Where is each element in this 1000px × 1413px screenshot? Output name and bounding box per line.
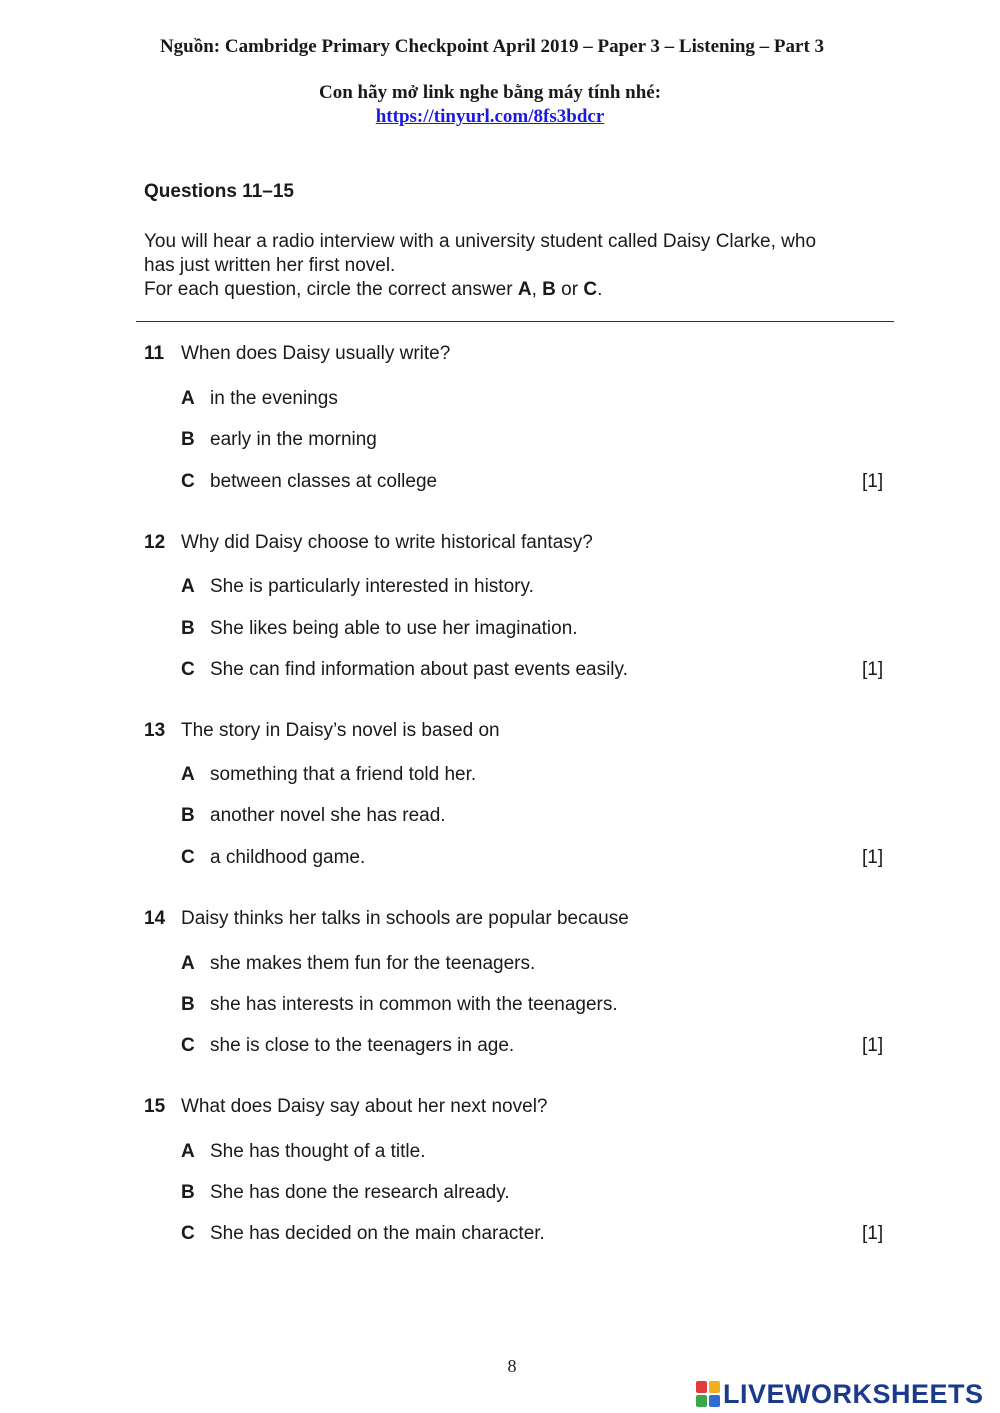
question-15 <box>0 1096 1000 1256</box>
option-letter-c[interactable]: C <box>181 659 195 680</box>
option-letter-a[interactable]: A <box>181 764 195 785</box>
instruction-letter-c: C <box>583 279 598 300</box>
answer-instruction <box>144 278 884 302</box>
question-14 <box>0 908 1000 1068</box>
question-number: 13 <box>144 720 166 741</box>
question-11 <box>0 343 1000 503</box>
question-text: What does Daisy say about her next novel? <box>181 1096 548 1117</box>
option-letter-b[interactable]: B <box>181 618 195 639</box>
option-b[interactable]: She likes being able to use her imagination. <box>210 618 578 639</box>
audio-link[interactable]: https://tinyurl.com/8fs3bdcr <box>375 106 605 127</box>
option-letter-a[interactable]: A <box>181 388 195 409</box>
question-number: 14 <box>144 908 166 929</box>
instruction-letter-b: B <box>542 279 556 300</box>
mark-value: [1] <box>862 1035 884 1056</box>
option-letter-c[interactable]: C <box>181 1223 195 1244</box>
mark-value: [1] <box>862 847 884 868</box>
instruction-or: or <box>555 279 584 300</box>
question-13 <box>0 720 1000 880</box>
listen-instruction: Con hãy mở link nghe bằng máy tính nhé: <box>318 82 662 103</box>
option-c[interactable]: She can find information about past events easily. <box>210 659 628 680</box>
option-c[interactable]: a childhood game. <box>210 847 366 868</box>
intro-line-2: has just written her first novel. <box>144 255 396 276</box>
section-intro <box>144 230 884 302</box>
page-number: 8 <box>507 1356 517 1376</box>
question-text: Daisy thinks her talks in schools are popular because <box>181 908 629 929</box>
question-number: 11 <box>144 343 165 364</box>
option-letter-b[interactable]: B <box>181 805 195 826</box>
option-c[interactable]: She has decided on the main character. <box>210 1223 545 1244</box>
question-number: 12 <box>144 532 166 553</box>
source-line: Nguồn: Cambridge Primary Checkpoint April 2019 – Paper 3 – Listening – Part 3 <box>159 36 825 57</box>
logo-square <box>696 1395 707 1407</box>
questions-heading: Questions 11–15 <box>144 181 294 202</box>
option-b[interactable]: she has interests in common with the teenagers. <box>210 994 618 1015</box>
logo-square <box>696 1381 707 1393</box>
section-divider <box>136 321 894 322</box>
option-a[interactable]: She has thought of a title. <box>210 1141 426 1162</box>
question-text: The story in Daisy’s novel is based on <box>181 720 500 741</box>
option-letter-a[interactable]: A <box>181 576 195 597</box>
instruction-letter-a: A <box>517 279 532 300</box>
option-b[interactable]: another novel she has read. <box>210 805 446 826</box>
question-number: 15 <box>144 1096 166 1117</box>
instruction-end: . <box>597 279 603 300</box>
mark-value: [1] <box>862 1223 884 1244</box>
logo-square <box>709 1381 720 1393</box>
option-letter-b[interactable]: B <box>181 1182 195 1203</box>
option-letter-c[interactable]: C <box>181 847 195 868</box>
option-letter-c[interactable]: C <box>181 471 195 492</box>
mark-value: [1] <box>862 471 884 492</box>
instruction-text: For each question, circle the correct answer <box>144 279 518 300</box>
mark-value: [1] <box>862 659 884 680</box>
intro-line-1: You will hear a radio interview with a university student called Daisy Clarke, who <box>144 231 817 252</box>
option-a[interactable]: she makes them fun for the teenagers. <box>210 953 536 974</box>
option-a[interactable]: She is particularly interested in history. <box>210 576 534 597</box>
option-letter-a[interactable]: A <box>181 953 195 974</box>
option-b[interactable]: She has done the research already. <box>210 1182 510 1203</box>
option-letter-a[interactable]: A <box>181 1141 195 1162</box>
option-c[interactable]: she is close to the teenagers in age. <box>210 1035 515 1056</box>
question-text: Why did Daisy choose to write historical fantasy? <box>181 532 593 553</box>
question-text: When does Daisy usually write? <box>181 343 451 364</box>
option-letter-b[interactable]: B <box>181 429 195 450</box>
option-a[interactable]: something that a friend told her. <box>210 764 477 785</box>
liveworksheets-brand[interactable] <box>696 1377 984 1411</box>
question-12 <box>0 532 1000 692</box>
option-a[interactable]: in the evenings <box>210 388 338 409</box>
option-c[interactable]: between classes at college <box>210 471 438 492</box>
option-letter-c[interactable]: C <box>181 1035 195 1056</box>
brand-name: LIVEWORKSHEETS <box>723 1378 984 1409</box>
option-b[interactable]: early in the morning <box>210 429 377 450</box>
instruction-comma: , <box>531 279 543 300</box>
option-letter-b[interactable]: B <box>181 994 195 1015</box>
logo-square <box>709 1395 720 1407</box>
liveworksheets-logo-icon <box>696 1381 720 1407</box>
